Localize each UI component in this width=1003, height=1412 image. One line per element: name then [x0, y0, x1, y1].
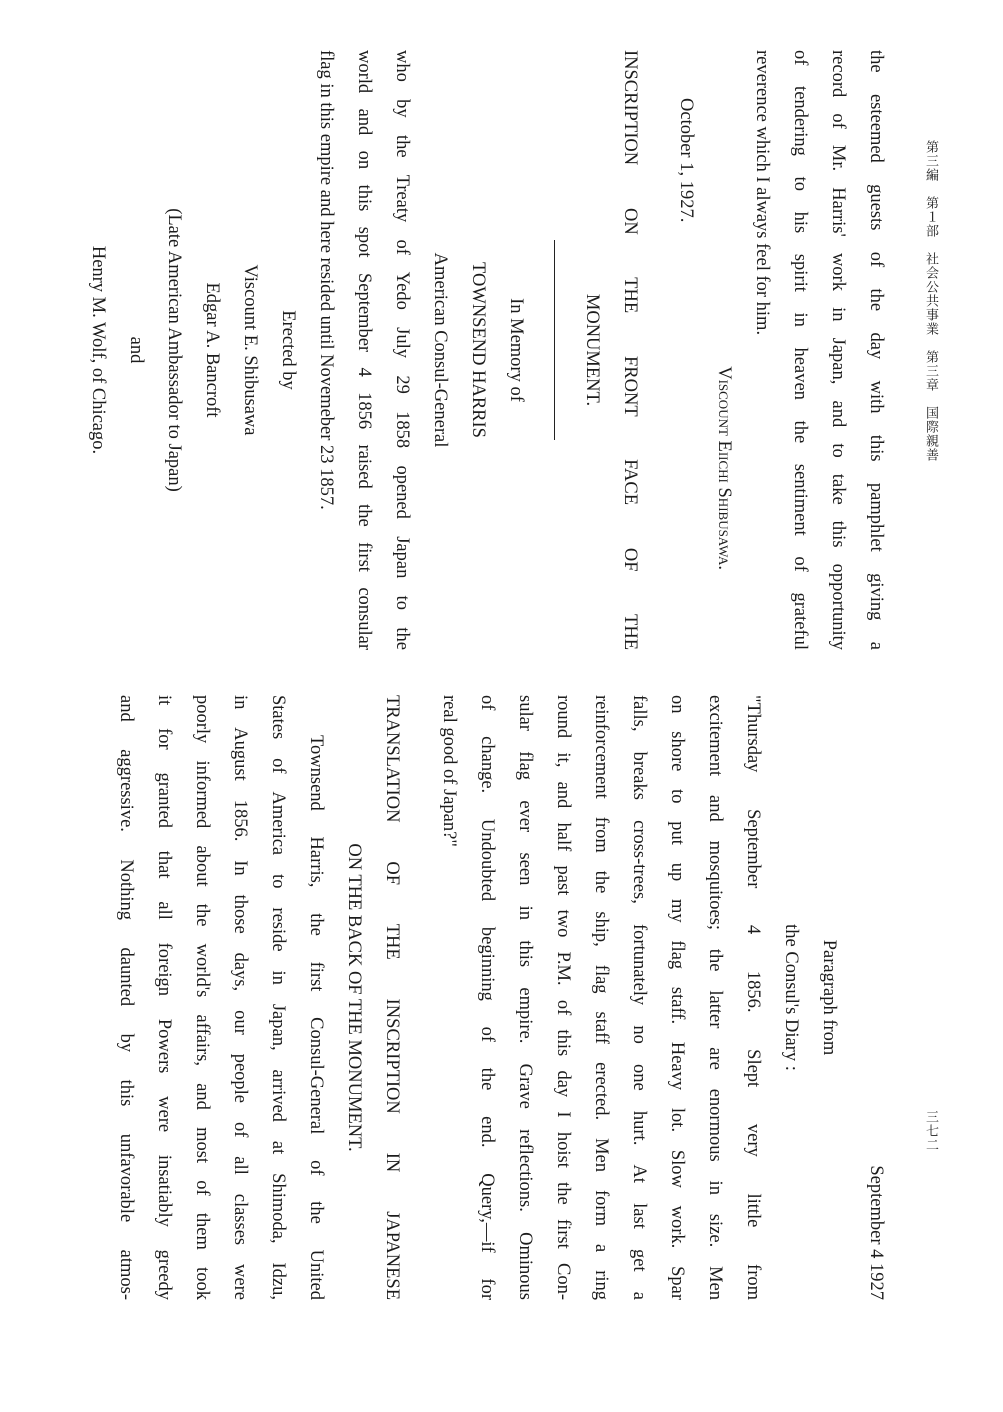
- diary-line: real good of Japan?": [439, 695, 459, 847]
- divider-rule: [554, 240, 555, 440]
- diary-date: September 4 1927: [866, 1165, 886, 1300]
- diary-line: sular flag ever seen in this empire. Grave reflections. Ominous: [515, 695, 535, 1300]
- erector-name: Viscount E. Shibusawa: [240, 264, 260, 436]
- page-number: 三七二: [923, 1110, 938, 1152]
- diary-line: on shore to put up my flag staff. Heavy lot. Slow work. Spar: [667, 695, 687, 1300]
- inscription-heading-cont: MONUMENT.: [582, 293, 602, 407]
- erector-note: (Late American Ambassador to Japan): [164, 208, 184, 492]
- inscription-heading: INSCRIPTION ON THE FRONT FACE OF THE: [620, 50, 640, 650]
- erected-by: Erected by: [278, 310, 298, 390]
- honoree-name: TOWNSEND HARRIS: [468, 262, 488, 438]
- erector-name: Henry M. Wolf, of Chicago.: [88, 245, 108, 455]
- translation-heading: TRANSLATION OF THE INSCRIPTION IN JAPANESE: [382, 695, 402, 1300]
- diary-line: of change. Undoubted beginning of the end. Query,—if for: [477, 695, 497, 1300]
- intro-paragraph-line: record of Mr. Harris' work in Japan, and to take this opportunity: [828, 50, 848, 650]
- translation-line: it for granted that all foreign Powers were insatiably greedy: [154, 695, 174, 1300]
- translation-line: poorly informed about the world's affairs, and most of them took: [192, 695, 212, 1300]
- intro-paragraph-line: the esteemed guests of the day with this pamphlet giving a: [866, 50, 886, 650]
- in-memory-of: In Memory of: [506, 298, 526, 402]
- inscription-line: world and on this spot September 4 1856 raised the first consular: [354, 50, 374, 650]
- inscription-line: who by the Treaty of Yedo July 29 1858 opened Japan to the: [392, 50, 412, 650]
- diary-line: "Thursday September 4 1856. Slept very little from: [743, 695, 763, 1300]
- diary-line: excitement and mosquitoes; the latter are enormous in size. Men: [705, 695, 725, 1300]
- intro-paragraph-line: of tendering to his spirit in heaven the sentiment of grateful: [790, 50, 810, 650]
- right-column-block: [107, 695, 895, 1300]
- left-column-block: [79, 50, 895, 650]
- letter-date: October 1, 1927.: [676, 98, 696, 223]
- signature: Viscount Eiichi Shibusawa.: [714, 366, 734, 570]
- translation-line: in August 1856. In those days, our people of all classes were: [230, 695, 250, 1300]
- translation-line: and aggressive. Nothing daunted by this unfavorable atmos-: [116, 695, 136, 1300]
- translation-line: Townsend Harris, the first Consul-General of the United: [306, 735, 326, 1300]
- intro-paragraph-line: reverence which I always feel for him.: [752, 50, 772, 336]
- honoree-title: American Consul-General: [430, 252, 450, 448]
- diary-line: round it, and half past two P.M. of this day I hoist the first Con-: [553, 695, 573, 1300]
- diary-title: Paragraph from: [819, 939, 839, 1056]
- diary-title: the Consul's Diary :: [781, 924, 801, 1071]
- translation-line: States of America to reside in Japan, arrived at Shimoda, Idzu,: [268, 695, 288, 1300]
- erector-name: Edgar A. Bancroft: [202, 282, 222, 418]
- diary-line: falls, breaks cross-trees, fortunately no one hurt. At last get a: [629, 695, 649, 1300]
- running-header: 第三編 第１部 社会公共事業 第三章 国際親善: [923, 140, 938, 462]
- inscription-line: flag in this empire and here resided until Novemeber 23 1857.: [316, 50, 336, 510]
- diary-line: reinforcement from the ship, flag staff erected. Men form a ring: [591, 695, 611, 1300]
- translation-heading-cont: ON THE BACK OF THE MONUMENT.: [344, 843, 364, 1152]
- conjunction: and: [126, 336, 146, 364]
